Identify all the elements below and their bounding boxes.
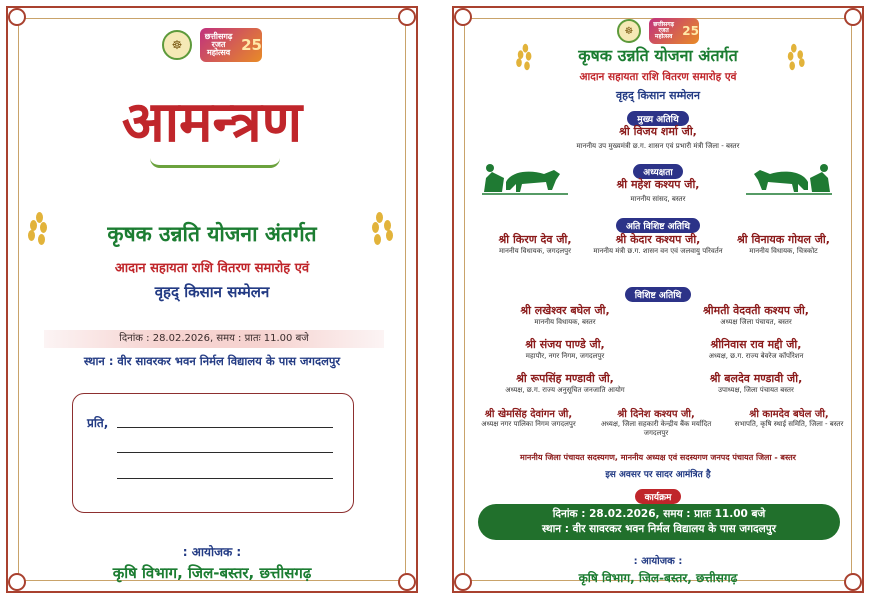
- guest-name: श्रीमती वेदवती कश्यप जी,: [703, 304, 809, 317]
- recipient-label: प्रति,: [87, 416, 109, 430]
- guest-designation: सभापति, कृषि स्थाई समिति, जिला - बस्तर: [734, 420, 844, 428]
- venue-text: स्थान : वीर सावरकर भवन निर्मल विद्यालय के पास जगदलपुर: [83, 354, 341, 368]
- government-seal-logo: ☸: [617, 19, 641, 43]
- chief-guest-name: श्री विजय शर्मा जी,: [619, 125, 697, 138]
- organizer-label: : आयोजक :: [633, 556, 683, 567]
- guest-item: [480, 371, 650, 395]
- logo-row: [0, 28, 424, 62]
- guest-item: [724, 406, 854, 429]
- guest-item: [591, 406, 721, 438]
- chief-guest-designation: माननीय उप मुख्यमंत्री छ.ग. शासन एवं प्रभारी मंत्री जिला - बस्तर: [576, 142, 740, 150]
- presided-label: अध्यक्षता: [633, 164, 682, 179]
- program-bar: [478, 504, 840, 540]
- organizer-label: : आयोजक :: [182, 545, 242, 559]
- rajat-mahotsav-logo: [200, 28, 262, 62]
- guest-designation: उपाध्यक्ष, जिला पंचायत बस्तर: [718, 386, 794, 394]
- guest-label: विशिष्ट अतिथि: [625, 287, 692, 302]
- guest-designation: माननीय विधायक, जगदलपुर: [498, 247, 571, 255]
- organizer-name: कृषि विभाग, जिल-बस्तर, छत्तीसगढ़: [112, 564, 312, 582]
- recipient-line[interactable]: [117, 427, 333, 428]
- event-subtitle-2: वृहद् किसान सम्मेलन: [154, 283, 270, 301]
- special-guest-item: [716, 232, 851, 256]
- program-label: कार्यक्रम: [635, 489, 682, 504]
- badge-text: छत्तीसगढ़ रजत महोत्सव: [653, 21, 674, 40]
- guest-name: श्री केदार कश्यप जी,: [615, 233, 701, 246]
- program-venue: स्थान : वीर सावरकर भवन निर्मल विद्यालय के पास जगदलपुर: [542, 523, 776, 535]
- corner-ornament: [398, 8, 416, 26]
- guest-designation: अध्यक्ष, जिला सहकारी केन्द्रीय बैंक मर्यादित जगदलपुर: [600, 420, 712, 437]
- guest-name: श्री संजय पाण्डे जी,: [525, 338, 605, 351]
- guest-name: श्रीनिवास राव मद्दी जी,: [710, 338, 802, 351]
- guest-name: श्री खेमसिंह देवांगन जी,: [484, 409, 573, 420]
- event-subtitle-2: वृहद् किसान सम्मेलन: [615, 89, 700, 102]
- date-time-bar: दिनांक : 28.02.2026, समय : प्रातः 11.00 बजे: [44, 330, 384, 348]
- invitation-heading: आमन्त्रण: [121, 89, 303, 155]
- farmer-ox-right-icon: [746, 160, 832, 196]
- invitation-detail-card: [446, 0, 870, 599]
- organizer-name: कृषि विभाग, जिल-बस्तर, छत्तीसगढ़: [578, 571, 738, 585]
- guest-item: [666, 337, 846, 361]
- guest-item: [480, 303, 650, 327]
- recipient-box: [72, 393, 354, 513]
- presided-designation: माननीय सांसद, बस्तर: [630, 195, 686, 203]
- special-guest-label: अति विशिष्ट अतिथि: [616, 218, 700, 233]
- guest-designation: अध्यक्ष, छ.ग. राज्य बेवरेज कॉर्पोरेशन: [708, 352, 804, 360]
- invite-line: माननीय जिला पंचायत सदस्यगण, माननीय अध्यक्ष एवं सदस्यगण जनपद पंचायत जिला - बस्तर: [520, 453, 796, 462]
- scheme-title: कृषक उन्नति योजना अंतर्गत: [578, 46, 738, 65]
- guest-designation: महापौर, नगर निगम, जगदलपुर: [525, 352, 605, 360]
- invite-line-2: इस अवसर पर सादर आमंत्रित है: [605, 470, 711, 480]
- presided-name: श्री महेश कश्यप जी,: [616, 178, 700, 191]
- scheme-title: कृषक उन्नति योजना अंतर्गत: [107, 222, 317, 246]
- heading-swoosh: [150, 158, 280, 168]
- invitation-cover-card: [0, 0, 424, 599]
- guest-item: [666, 303, 846, 327]
- guest-name: श्री दिनेश कश्यप जी,: [617, 409, 695, 420]
- guest-item: [466, 406, 591, 429]
- guest-designation: अध्यक्ष जिला पंचायत, बस्तर: [720, 318, 792, 326]
- guest-name: श्री रूपसिंह मण्डावी जी,: [516, 372, 614, 385]
- government-seal-logo: ☸: [162, 30, 192, 60]
- special-guest-item: [470, 232, 600, 256]
- guest-item: [666, 371, 846, 395]
- rajat-mahotsav-logo: [649, 18, 699, 44]
- chief-guest-label: मुख्य अतिथि: [627, 111, 688, 126]
- guest-designation: माननीय मंत्री छ.ग. शासन वन एवं जलवायु परिवर्तन: [593, 247, 723, 255]
- guest-name: श्री कामदेव बघेल जी,: [749, 409, 829, 420]
- guest-designation: माननीय विधायक, बस्तर: [534, 318, 596, 326]
- guest-designation: माननीय विधायक, चित्रकोट: [749, 247, 818, 255]
- guest-name: श्री बलदेव मण्डावी जी,: [709, 372, 803, 385]
- guest-name: श्री विनायक गोयल जी,: [737, 233, 830, 246]
- guest-designation: अध्यक्ष नगर पालिका निगम जगदलपुर: [481, 420, 576, 428]
- guest-name: श्री लखेश्वर बघेल जी,: [520, 304, 610, 317]
- badge-number: 25: [241, 36, 262, 54]
- badge-text: छत्तीसगढ़ रजत महोत्सव: [204, 32, 233, 57]
- special-guest-item: [593, 232, 723, 256]
- logo-row: [446, 18, 870, 44]
- guest-name: श्री किरण देव जी,: [498, 233, 572, 246]
- farmer-ox-left-icon: [482, 160, 568, 196]
- corner-ornament: [8, 8, 26, 26]
- guest-designation: अध्यक्ष, छ.ग. राज्य अनुसूचित जनजाति आयोग: [505, 386, 625, 394]
- guest-item: [480, 337, 650, 361]
- event-subtitle: आदान सहायता राशि वितरण समारोह एवं: [114, 261, 310, 276]
- badge-number: 25: [682, 24, 699, 38]
- recipient-line[interactable]: [117, 478, 333, 479]
- recipient-line[interactable]: [117, 452, 333, 453]
- event-subtitle: आदान सहायता राशि वितरण समारोह एवं: [579, 71, 737, 83]
- program-date: दिनांक : 28.02.2026, समय : प्रातः 11.00 बजे: [552, 508, 766, 520]
